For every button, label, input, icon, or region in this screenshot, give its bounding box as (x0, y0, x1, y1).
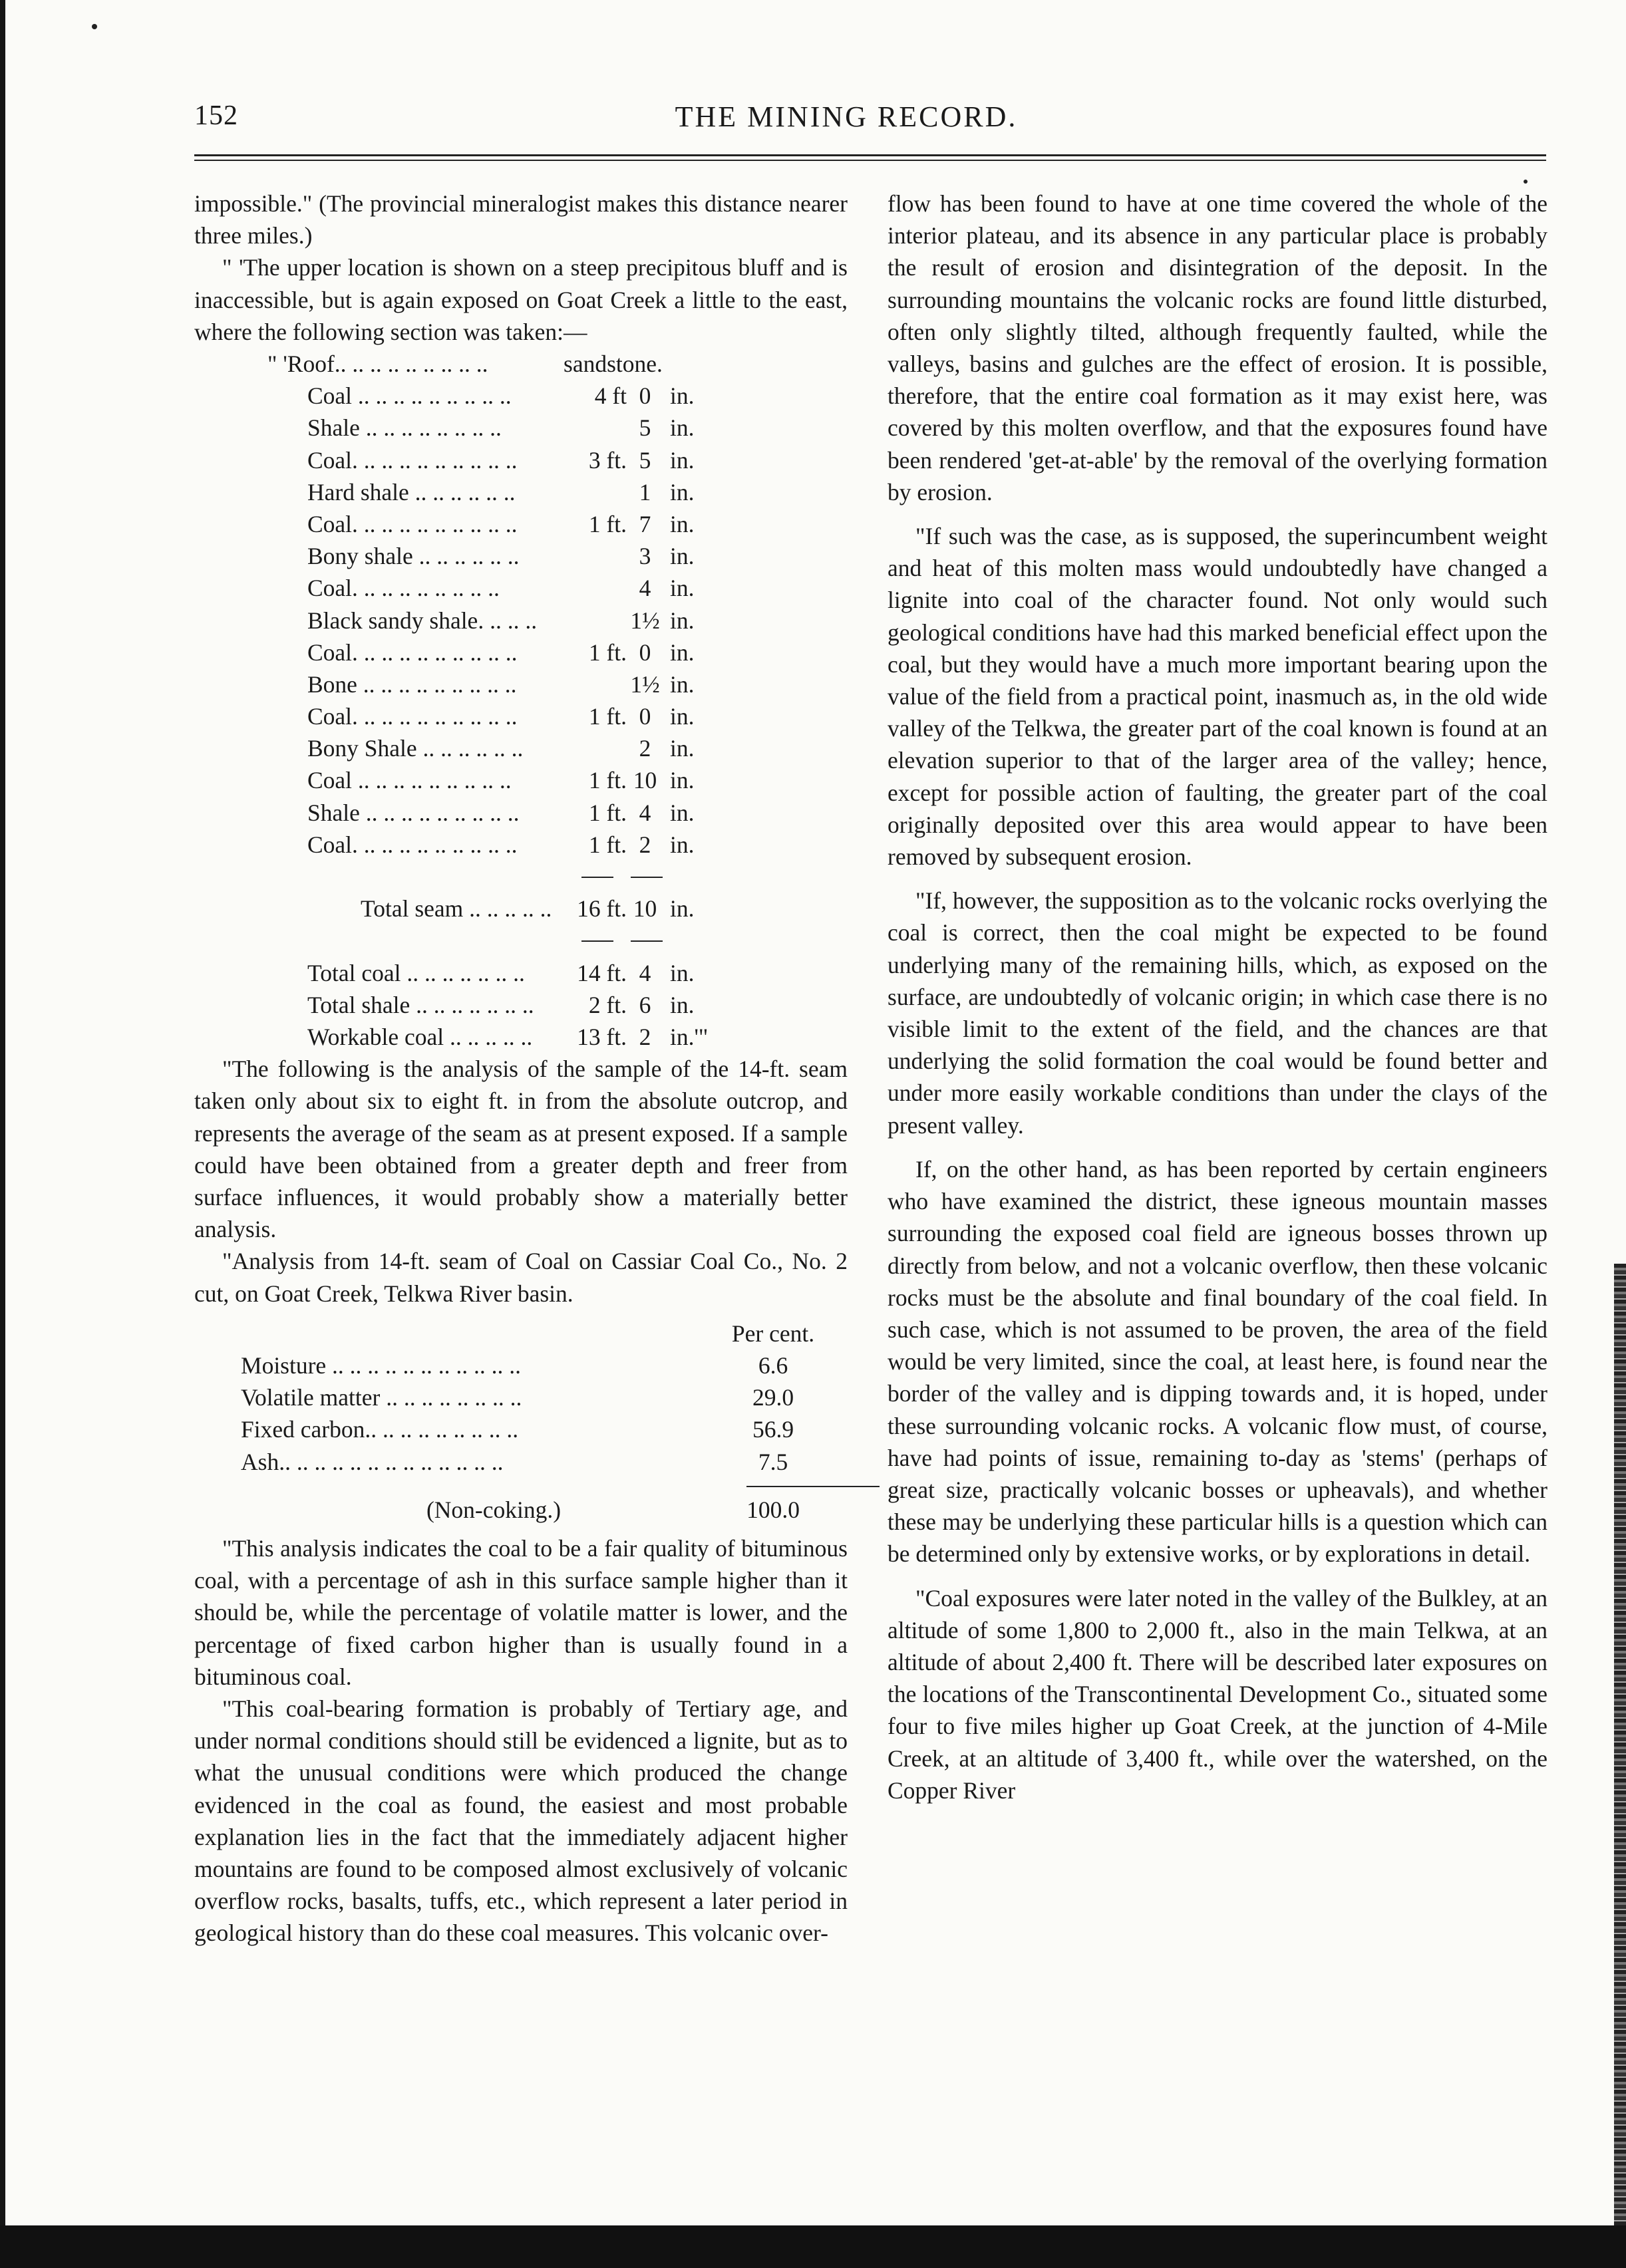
section-unit: in. (670, 543, 695, 570)
section-unit: in. (670, 991, 695, 1018)
analysis-header-row (241, 1318, 826, 1349)
analysis-row (241, 1413, 826, 1445)
analysis-table (241, 1318, 826, 1526)
section-row (267, 412, 813, 444)
section-ft: 14 ft. (577, 959, 627, 986)
analysis-value: 29.0 (752, 1384, 794, 1411)
paragraph: "If such was the case, as is supposed, the superincumbent weight and heat of this molten mass would undoubtedly have changed a lignite into coal of the character found. Not only would such geological conditions have had this marked beneficial effect upon the coal, but they would have a much more important bearing upon the value of the field from a practical point, inasmuch as, in the old wide valley of the Telkwa, the greater part of the coal known is found at an elevation superior to that of the larger area of the valley; hence, except for possible action of faulting, the greater part of the coal originally deposited over this area would appear to have been removed by subsequent erosion. (888, 523, 1547, 871)
section-row (267, 605, 813, 637)
section-row (267, 637, 813, 668)
section-row (267, 540, 813, 572)
header-rule-lower (194, 160, 1546, 161)
section-unit: in. (670, 767, 695, 794)
section-ft: 4 ft (594, 382, 627, 410)
analysis-value: 7.5 (758, 1448, 788, 1475)
paragraph: "Coal exposures were later noted in the valley of the Bulkley, at an altitude of some 1,800 to 2,000 ft., also in the main Telkwa, at an altitude of about 2,400 ft. There will be described later exposures on the locations of the Transcontinental Development Co., situated some four to five miles higher up Goat Creek, at the junction of 4-Mile Creek, at an altitude of 3,400 ft., while over the watershed, on the Copper River (888, 1584, 1547, 1804)
section-in: 4 (639, 959, 651, 986)
section-row (267, 476, 813, 508)
analysis-label: Moisture .. .. .. .. .. .. .. .. .. .. .. (241, 1351, 522, 1379)
section-in: 2 (639, 1023, 651, 1050)
section-in: 1 (639, 478, 651, 505)
section-in: 0 (639, 382, 651, 410)
section-ft (564, 668, 627, 700)
section-in: 7 (639, 510, 651, 537)
section-unit: in. (670, 575, 695, 602)
section-label: Shale .. .. .. .. .. .. .. .. .. (307, 799, 520, 826)
section-ft: 16 ft. (577, 895, 627, 922)
analysis-total: 100.0 (746, 1496, 800, 1523)
section-row (267, 732, 813, 764)
section-ft: 13 ft. (577, 1023, 627, 1050)
section-row (267, 700, 813, 732)
totals-row (267, 1021, 813, 1053)
section-row (267, 572, 813, 604)
section-label: Total seam .. .. .. .. .. (361, 895, 552, 922)
section-label: Total shale .. .. .. .. .. .. .. (307, 991, 534, 1018)
scan-edge-left (0, 0, 5, 2268)
section-ft: 3 ft. (588, 446, 627, 474)
paragraph: flow has been found to have at one time covered the whole of the interior plateau, and its absence in any particular place is probably the result of erosion and disintegration of the deposit. In the surrounding mountains the volcanic rocks are found little disturbed, often only slightly tilted, although frequently faulted, while the valleys, basins and gulches are the effect of erosion. It is possible, therefore, that the entire coal formation as it may exist here, was covered by this molten overflow, and that the exposures found have been rendered 'get-at-able' by the removal of the overlying formation by erosion. (888, 190, 1547, 505)
totals-row (267, 957, 813, 989)
analysis-rule (746, 1486, 880, 1487)
section-unit: in. (670, 510, 695, 537)
section-row (267, 829, 813, 861)
section-row (267, 348, 813, 380)
section-ft: 1 ft. (588, 767, 627, 794)
paragraph: "This analysis indicates the coal to be a fair quality of bituminous coal, with a percentage of ash in this surface sample higher than it should be, while the percentage of volatile matter is lower, and the percentage of fixed carbon higher than is usually found in a bituminous coal. (194, 1534, 848, 1690)
section-unit: in. (670, 414, 695, 442)
section-label: Coal. .. .. .. .. .. .. .. .. .. (307, 446, 518, 474)
analysis-label: Ash.. .. .. .. .. .. .. .. .. .. .. .. .. (241, 1448, 504, 1475)
section-unit: in. (670, 478, 695, 505)
section-label: " 'Roof.. .. .. .. .. .. .. .. .. (267, 351, 488, 378)
scan-bottom-band (0, 2225, 1626, 2268)
section-label: Coal. .. .. .. .. .. .. .. .. .. (307, 703, 518, 730)
section-unit: in.'" (670, 1023, 709, 1050)
section-in: 1½ (630, 607, 660, 634)
section-label: Coal. .. .. .. .. .. .. .. .. (307, 575, 500, 602)
section-unit: in. (670, 735, 695, 762)
section-ft (564, 605, 627, 637)
section-label: Coal. .. .. .. .. .. .. .. .. .. (307, 510, 518, 537)
section-unit: in. (670, 799, 695, 826)
page-header (194, 100, 1498, 140)
section-in: 3 (639, 543, 651, 570)
analysis-row (241, 1349, 826, 1381)
section-label: Bony Shale .. .. .. .. .. .. (307, 735, 524, 762)
section-ft: 2 ft. (588, 991, 627, 1018)
analysis-value: 6.6 (758, 1351, 788, 1379)
section-label: Coal .. .. .. .. .. .. .. .. .. (307, 382, 512, 410)
paragraph: "Analysis from 14-ft. seam of Coal on Cassiar Coal Co., No. 2 cut, on Goat Creek, Telkwa River basin. (194, 1248, 848, 1307)
paragraph: impossible." (The provincial mineralogist makes this distance nearer three miles.) (194, 190, 848, 249)
section-row (267, 797, 813, 829)
section-in: 10 (633, 895, 657, 922)
section-unit: in. (670, 446, 695, 474)
section-in: 10 (633, 767, 657, 794)
section-ft: 1 ft. (588, 703, 627, 730)
section-ft (564, 572, 627, 604)
section-ft: 1 ft. (588, 638, 627, 666)
analysis-header-spacer (241, 1318, 720, 1349)
section-unit: in. (670, 382, 695, 410)
analysis-value: 56.9 (752, 1416, 794, 1443)
section-unit: in. (670, 607, 695, 634)
section-label: Coal. .. .. .. .. .. .. .. .. .. (307, 831, 518, 858)
section-in: 6 (639, 991, 651, 1018)
analysis-note: (Non-coking.) (426, 1496, 562, 1523)
section-unit: in. (670, 895, 695, 922)
section-label: Coal. .. .. .. .. .. .. .. .. .. (307, 638, 518, 666)
section-in: 4 (639, 799, 651, 826)
section-unit: in. (670, 670, 695, 698)
section-unit: in. (670, 703, 695, 730)
paragraph: " 'The upper location is shown on a steep precipitous bluff and is inaccessible, but is again exposed on Goat Creek a little to the east, where the following section was taken:— (194, 254, 848, 345)
analysis-row (241, 1381, 826, 1413)
section-in: 1½ (630, 670, 660, 698)
section-row (267, 380, 813, 412)
paragraph: "If, however, the supposition as to the volcanic rocks overlying the coal is correct, then the coal might be expected to be found underlying many of the remaining hills, which, as exposed on the surface, are undoubtedly of volcanic origin; in which case there is no visible limit to the extent of the field, and the chances are that underlying the solid formation the coal would be found better and under more easily workable conditions than under the clays of the present valley. (888, 887, 1547, 1139)
section-label: Hard shale .. .. .. .. .. .. (307, 478, 516, 505)
analysis-label: Volatile matter .. .. .. .. .. .. .. .. (241, 1384, 522, 1411)
scan-speck (1524, 180, 1528, 184)
section-in: 4 (639, 575, 651, 602)
analysis-total-row (241, 1494, 826, 1526)
analysis-label: Fixed carbon.. .. .. .. .. .. .. .. .. (241, 1416, 519, 1443)
section-ft: 1 ft. (588, 831, 627, 858)
section-in: 2 (639, 735, 651, 762)
right-column (888, 188, 1547, 1806)
section-ft (564, 412, 627, 444)
section-in: 5 (639, 446, 651, 474)
section-in: 0 (639, 638, 651, 666)
section-label: Black sandy shale. .. .. .. (307, 607, 538, 634)
section-row (267, 508, 813, 540)
section-label: Coal .. .. .. .. .. .. .. .. .. (307, 767, 512, 794)
section-ft (564, 476, 627, 508)
paragraph: If, on the other hand, as has been reported by certain engineers who have examined the district, these igneous mountain masses surrounding the exposed coal field are igneous bosses thrown up directly from below, and not a volcanic overflow, then these volcanic rocks must be the absolute and final boundary of the coal field. In such case, which is not assumed to be proven, the area of the field would be very limited, since the coal, at least here, is found near the border of the valley and is dipping towards and, it is hoped, under these surrounding volcanic rocks. A volcanic flow must, of course, have had points of issue, remaining to-day as 'stems' (perhaps of great size, practically volcanic bosses or upheavals), and whether these may be underlying these particular hills is a question which can be determined only by extensive works, or by explorations in detail. (888, 1155, 1547, 1568)
header-rule (194, 154, 1546, 156)
totals-row (267, 989, 813, 1021)
section-ft: 1 ft. (588, 799, 627, 826)
section-ft (564, 732, 627, 764)
section-table (267, 348, 813, 1053)
total-dashes (267, 924, 813, 956)
section-label: Workable coal .. .. .. .. .. (307, 1023, 533, 1050)
section-ft (564, 540, 627, 572)
section-row (267, 764, 813, 796)
section-unit: in. (670, 831, 695, 858)
paragraph: "This coal-bearing formation is probably of Tertiary age, and under normal conditions should still be evidenced a lignite, but as to what the unusual conditions were which produced the change evidenced in the coal as found, the easiest and most probable explanation lies in the fact that the immediately adjacent higher mountains are found to be composed almost exclusively of volcanic overflow rocks, basalts, tuffs, etc., which represent a later period in geological history than do these coal measures. This volcanic over- (194, 1695, 848, 1947)
total-dashes (267, 861, 813, 893)
analysis-header: Per cent. (731, 1320, 815, 1347)
section-unit: in. (670, 638, 695, 666)
section-row (267, 668, 813, 700)
scan-speck (92, 24, 97, 29)
left-column (194, 188, 848, 1949)
analysis-row (241, 1446, 826, 1478)
section-label: Total coal .. .. .. .. .. .. .. (307, 959, 525, 986)
section-ft: 1 ft. (588, 510, 627, 537)
section-row (267, 444, 813, 476)
journal-title: THE MINING RECORD. (675, 100, 1018, 133)
section-in: 5 (639, 414, 651, 442)
section-label: Shale .. .. .. .. .. .. .. .. (307, 414, 502, 442)
section-in: 0 (639, 703, 651, 730)
section-unit: in. (670, 959, 695, 986)
scan-edge-right (1614, 1264, 1626, 2235)
section-in: 2 (639, 831, 651, 858)
page-number: 152 (194, 100, 238, 131)
section-unit: sandstone. (564, 351, 663, 378)
total-seam-row (267, 893, 813, 924)
section-label: Bony shale .. .. .. .. .. .. (307, 543, 520, 570)
section-label: Bone .. .. .. .. .. .. .. .. .. (307, 670, 517, 698)
paragraph: "The following is the analysis of the sample of the 14-ft. seam taken only about six to eight ft. in from the absolute outcrop, and represents the average of the seam as at present exposed. If a sample could have been obtained from a greater depth and freer from surface influences, it would probably show a materially better analysis. (194, 1056, 848, 1243)
